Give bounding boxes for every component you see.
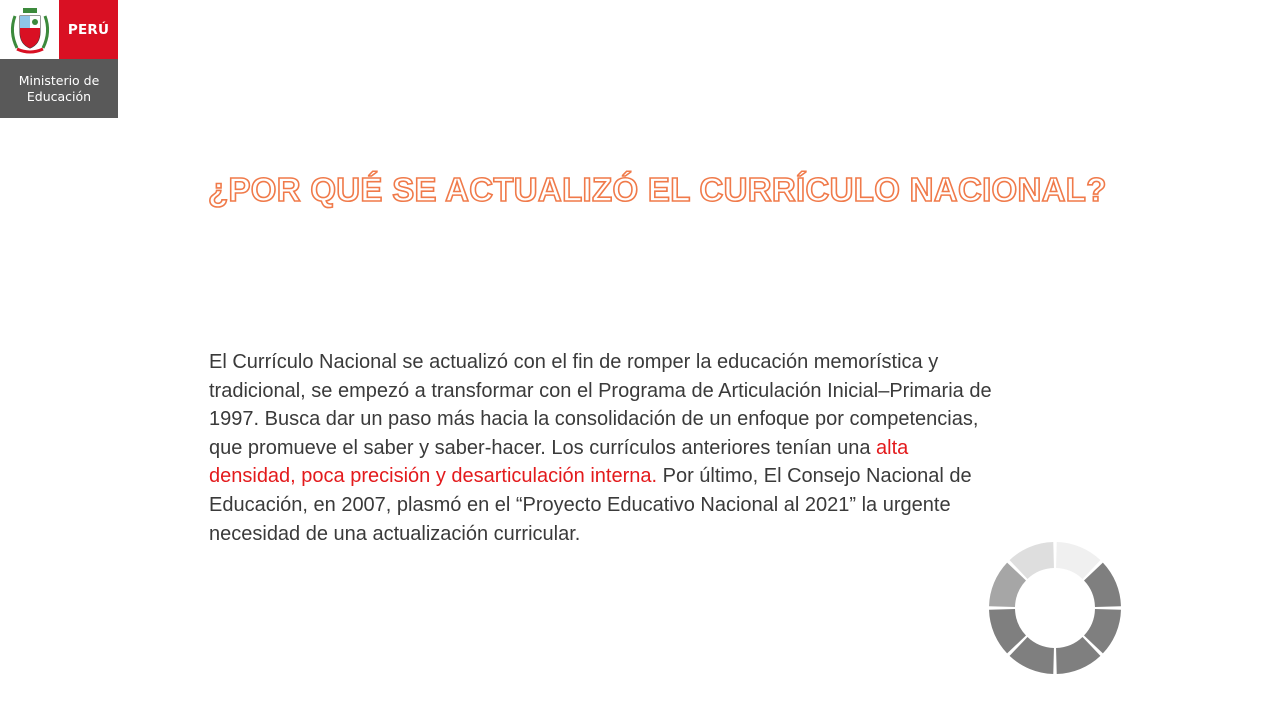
body-paragraph	[209, 348, 999, 548]
body-text-part-1: El Currículo Nacional se actualizó con el fin de romper la educación memorística y tradicional, se empezó a transformar con el Programa de Articulación Inicial–Primaria de 1997. Busca dar un paso más hacia la consolidación de un enfoque por competencias, que promueve el saber y saber-hacer. Los currículos anteriores tenían una	[209, 351, 992, 459]
body-highlight: alta densidad, poca precisión y desarticulación interna.	[209, 436, 909, 488]
loading-ring-icon	[985, 538, 1125, 678]
ministry-line-2: Educación	[26, 88, 92, 104]
page-title: ¿POR QUÉ SE ACTUALIZÓ EL CURRÍCULO NACIONAL?	[208, 171, 1107, 208]
ministry-logo	[0, 0, 118, 118]
body-text-part-2: Por último, El Consejo Nacional de Educación, en 2007, plasmó en el “Proyecto Educativo Nacional al 2021” la urgente necesidad de una actualización curricular.	[209, 465, 972, 545]
ministry-line-1: Ministerio de	[18, 72, 100, 88]
country-box	[59, 0, 118, 59]
country-label: PERÚ	[67, 21, 110, 38]
ministry-box	[0, 59, 118, 118]
coat-of-arms-icon	[7, 4, 53, 56]
coat-of-arms	[0, 0, 59, 59]
